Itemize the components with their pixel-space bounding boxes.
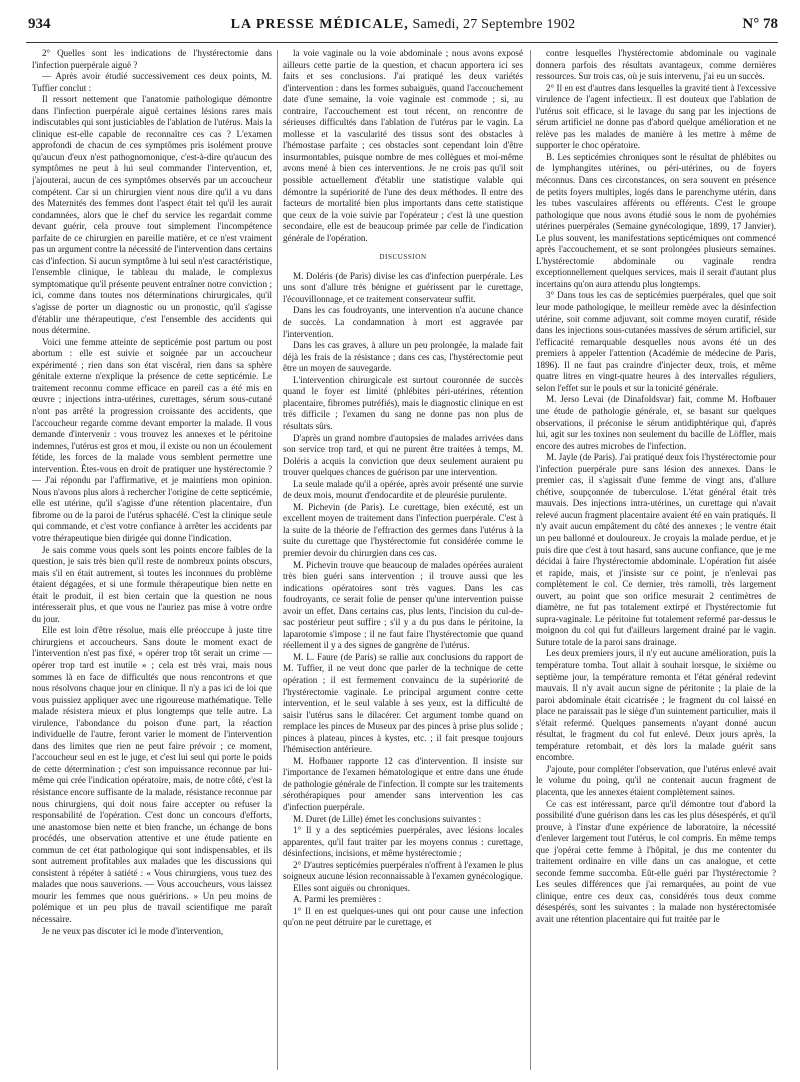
paragraph: M. Doléris (de Paris) divise les cas d'infection puerpérale. Les uns sont d'allure très bénigne et guérissent par le curettage, l'écouvillonnage, et ce traitement conservateur suffit.: [283, 270, 523, 304]
paragraph: Elles sont aiguës ou chroniques.: [293, 882, 410, 893]
section-heading-discussion: DISCUSSION: [379, 253, 427, 262]
paragraph: M. Hofbauer rapporte 12 cas d'intervention. Il insiste sur l'importance de l'examen hématologique et entre dans une étude de pathologie générale de l'infection. Il compte sur les traitements sérothérapiques pour amender sans intervention les cas d'infection puerpérale.: [283, 755, 523, 812]
column-2: [283, 48, 523, 1078]
paragraph: — Après avoir étudié successivement ces deux points, M. Tuffier conclut :: [32, 71, 272, 93]
column-3: [536, 48, 776, 1078]
paragraph: Je sais comme vous quels sont les points encore faibles de la question, je sais très bien qu'il reste de nombreux points obscurs, mais s'il en était autrement, si toutes les inconnues du problème étaient dégagées, et si une formule thérapeutique bien nette en était le produit, il est bien certain que la question ne nous intéresserait plus, et que vous ne l'auriez pas mise à votre ordre du jour.: [32, 544, 272, 624]
paragraph: 1° Il en est quelques-unes qui ont pour cause une infection qu'on ne peut détruire par le curettage, et: [283, 905, 523, 928]
paragraph: 2° Il en est d'autres dans lesquelles la gravité tient à l'excessive virulence de l'agent infectieux. Il est douteux que l'ablation de l'utérus soit efficace, si le lavage du sang par les injections de sérum artificiel ne donne pas d'abord quelque amélioration et ne relève pas les malades de manière à les mettre à même de supporter le choc opératoire.: [536, 82, 776, 151]
paragraph: Elle est loin d'être résolue, mais elle préoccupe à juste titre chirurgiens et accoucheurs. Sans doute le moment exact de l'intervention n'est pas fixé, « opérer trop tôt serait un crime — opérer trop tard est inutile » ; cela est très vrai, mais nous sommes là en face de difficultés que nous rencontrons et que nous résolvons chaque jour en clinique. Il n'y a pas ici de loi que vous puissiez appliquer avec une rigoureuse mathématique. Telle malade résistera mieux et plus longtemps que telle autre. La virulence, l'abondance du poison d'une part, la réaction individuelle de l'autre, feront varier le moment de l'intervention dans des limites que rien ne peut faire prévoir ; ce moment, l'accoucheur seul en est le juge, et c'est lui seul qui porte le poids de cette détermination ; c'est son impuissance reconnue par lui-même qui crée l'indication opératoire, mais, de notre côté, c'est la résistance encore suffisante de la malade, résistance reconnue par nous chirurgiens, qui doit nous faire accepter ou refuser la responsabilité de l'opération. C'est donc un concours d'efforts, une anastomose bien nette et bien franche, un échange de bons procédés, une observation attentive et une étude patiente en commun de cet état pathologique qui sont indispensables, et ils sont autrement profitables aux malades que les discussions qui consistent à répéter à satiété : « Vous chirurgiens, vous tuez des malades que nous sauverions. — Vous accoucheurs, vous laissez mourir les femmes que nous guéririons. » Un peu moins de polémique et un peu plus de travail scientifique me paraît nécessaire.: [32, 625, 272, 925]
paragraph: M. Jayle (de Paris). J'ai pratiqué deux fois l'hystérectomie pour l'infection puerpérale pure sans lésion des annexes. Dans le premier cas, il s'agissait d'une femme de vingt ans, d'allure chétive, soupçonnée de tuberculose. L'état général était très mauvais. Des injections intra-utérines, un curettage qui n'avait relevé aucun fragment placentaire avaient été en vain pratiqués. Il n'y avait aucun empâtement du côté des annexes ; le ventre était un peu ballonné et douloureux. Je croyais la malade perdue, et je puis dire que c'est à tout hasard, sans aucune confiance, que je me décidai à faire l'hystérectomie abdominale. L'opération fut aisée et rapide, mais, et j'insiste sur ce point, je n'enlevai pas complètement le col. Ce dernier, très ramolli, très largement ouvert, au point que son orifice mesurait 2 centimètres de diamètre, ne fut pas totalement extirpé et l'hystérectomie fut supra-vaginale. Le péritoine fut totalement refermé par-dessus le moignon du col qui fut d'ailleurs largement drainé par le vagin. Suture totale de la paroi sans drainage.: [536, 452, 776, 647]
paragraph: Ce cas est intéressant, parce qu'il démontre tout d'abord la possibilité d'une guérison dans les cas les plus désespérés, et qu'il prouve, à l'instar d'une expérience de laboratoire, la nécessité d'enlever largement tout l'utérus, le col compris. En même temps que j'opérai cette femme à l'hôpital, je dus me contenter du traitement ordinaire en ville dans un cas analogue, et cette seconde femme succomba. Eût-elle guéri par l'hystérectomie ? Les seules différences que j'ai remarquées, au point de vue clinique, entre ces deux cas, considérés tous deux comme désespérés, sont les suivantes : la malade non hystérectomisée avait une rétention placentaire qui fut traitée par le: [536, 798, 776, 925]
column-divider: [530, 50, 531, 1070]
column-divider: [277, 50, 278, 1070]
column-1: [32, 48, 272, 1078]
paragraph: M. Duret (de Lille) émet les conclusions suivantes :: [293, 813, 482, 824]
paragraph: 2° Quelles sont les indications de l'hystérectomie dans l'infection puerpérale aiguë ?: [32, 48, 272, 70]
paragraph: L'intervention chirurgicale est surtout couronnée de succès quand le foyer est limité (phlébites péri-utérines, rétention placentaire, fibromes putréfiés), mais le diagnostic clinique en est très difficile ; l'examen du sang ne donne pas non plus de résultats sûrs.: [283, 374, 523, 431]
paragraph: 2° D'autres septicémies puerpérales n'offrent à l'examen le plus soigneux aucune lésion reconnaissable à l'examen gynécologique.: [283, 859, 523, 882]
paragraph: M. L. Faure (de Paris) se rallie aux conclusions du rapport de M. Tuffier, il ne veut donc que parler de la technique de cette opération ; il est fermement convaincu de la supériorité de l'hystérectomie vaginale. Le principal argument contre cette intervention, et le seul valable à ses yeux, est la difficulté de saisir l'utérus sans le dilacérer. Cet argument tombe quand on remplace les pinces de Museux par des pinces à prise plus solide ; pinces à plateau, pinces à kystes, etc. ; il fait presque toujours l'hémisection antérieure.: [283, 651, 523, 755]
paragraph: contre lesquelles l'hystérectomie abdominale ou vaginale donnera parfois des résultats avantageux, comme dernières ressources. Sur trois cas, où je suis intervenu, j'ai eu un succès.: [536, 48, 776, 82]
paragraph: Voici une femme atteinte de septicémie post partum ou post abortum : elle est suivie et soignée par un accoucheur expérimenté ; rien dans son état viscéral, rien dans sa sphère génitale externe n'explique la présence de cette septicémie. Le traitement reconnu comme efficace en pareil cas a été mis en œuvre ; injections intra-utérines, curettages, sérum sous-cutané n'ont pas arrêté la progression croissante des accidents, que l'accoucheur regarde comme devant emporter la malade. Il vous demande d'intervenir : vous trouvez les annexes et le péritoine indemnes, l'utérus est gros et mou, il existe ou non un écoulement fétide, les forces de la malade vous semblent permettre une intervention. Êtes-vous en droit de pratiquer une hystérectomie ? — J'ai répondu par l'affirmative, et je maintiens mon opinion. Nous n'avons plus alors à rechercher l'origine de cette septicémie, elle est utérine, qu'il s'agisse d'une rétention placentaire, d'un fibrome ou de la paroi de l'utérus sphacélé. C'est la clinique seule qui commande, et c'est votre confiance à arrêter les accidents par votre thérapeutique bien dirigée qui donne l'indication.: [32, 336, 272, 543]
paragraph: 1° Il y a des septicémies puerpérales, avec lésions locales apparentes, qu'il faut traiter par les moyens connus : curettage, désinfections, incisions, et même hystérectomie ;: [283, 825, 523, 859]
paragraph: Dans les cas foudroyants, une intervention n'a aucune chance de succès. La condamnation à mort est aggravée par l'intervention.: [283, 305, 523, 339]
paragraph: 3° Dans tous les cas de septicémies puerpérales, quel que soit leur mode pathologique, le meilleur remède avec la désinfection utérine, soit comme adjuvant, soit comme moyen curatif, réside dans les injections sous-cutanées massives de sérum artificiel, sur l'efficacité remarquable desquelles nous avons été un des premiers à appeler l'attention (Académie de médecine de Paris, 1896). Il ne faut pas craindre d'injecter deux, trois, et même quatre litres en vingt-quatre heures à des intervalles réguliers, selon l'effet sur le pouls et sur la tonicité générale.: [536, 290, 776, 393]
journal-name: LA PRESSE MÉDICALE,: [230, 17, 409, 32]
paragraph: Je ne veux pas discuter ici le mode d'intervention,: [42, 925, 224, 936]
paragraph: A. Parmi les premières :: [293, 894, 382, 905]
issue-number: N° 78: [742, 16, 778, 32]
page-header: [28, 16, 778, 40]
paragraph: Les deux premiers jours, il n'y eut aucune amélioration, puis la température tomba. Tout allait à souhait lorsque, le sixième ou septième jour, la température remonta et l'état général redevint mauvais. Il n'y avait aucun signe de péritonite ; la plaie de la paroi abdominale était cicatrisée ; le fragment du col laissé en place ne paraissait pas le siège d'un suintement particulier, mais il s'était refermé. Quelques pansements n'ayant donné aucun résultat, le fragment du col fut enlevé. Deux jours après, la température retombait, et dès lors la malade guérit sans encombre.: [536, 648, 776, 763]
header-rule: [26, 42, 778, 43]
paragraph: La seule malade qu'il a opérée, après avoir présenté une survie de deux mois, mourut d'endocardite et de pleurésie purulente.: [283, 478, 523, 501]
paragraph: Il ressort nettement que l'anatomie pathologique démontre dans l'infection puerpérale aiguë certaines lésions rares mais indiscutables qui sont justiciables de l'ablation de l'utérus. Mais la clinique est-elle capable de reconnaître ces cas ? L'examen approfondi de chacun de ces symptômes pris isolément prouve qu'aucun d'eux n'est pathognomonique, c'est-à-dire qu'aucun des symptômes ne peut à lui seul commander l'intervention, et, j'ajouterai, aucun de ces symptômes observés par un accoucheur compétent. Car si un chirurgien vient nous dire qu'il a vu dans des Maternités des femmes dont l'aspect était tel qu'il les aurait condamnées, alors que le chef du service les regardait comme devant guérir, cela prouve tout simplement l'incompétence parfaite de ce chirurgien en pareille matière, et ce n'est vraiment pas un argument contre la nécessité de l'intervention dans certains cas d'infection. Si aucun symptôme à lui seul n'est caractéristique, l'ensemble clinique, le tableau du malade, le complexus symptomatique qu'il présente peuvent entraîner notre conviction ; ici, comme dans toutes nos déterminations chirurgicales, qu'il s'agisse de porter un diagnostic ou un pronostic, qu'il s'agisse d'établir une thérapeutique, c'est l'ensemble des accidents qui nous détermine.: [32, 94, 272, 336]
paragraph: M. Jerso Levai (de Dinafoldsvar) fait, comme M. Hofbauer une étude de pathologie générale, et, se basant sur quelques observations, il préconise le sérum antidiphtérique qui, d'après lui, agit sur les toxines non seulement du bacille de Löffler, mais encore des autres microbes de l'infection.: [536, 394, 776, 451]
issue-date: Samedi, 27 Septembre 1902: [412, 17, 576, 32]
paragraph: M. Pichevin (de Paris). Le curettage, bien exécuté, est un excellent moyen de traitement dans l'infection puerpérale. C'est à la suite de la théorie de l'effraction des germes dans l'utérus à la suite du curettage que l'hystérectomie fut considérée comme le premier devoir du chirurgien dans ces cas.: [283, 501, 523, 558]
paragraph: D'après un grand nombre d'autopsies de malades arrivées dans son service trop tard, et qui ne purent être traitées à temps, M. Doléris a acquis la conviction que deux seulement auraient pu trouver quelques chances de guérison par une intervention.: [283, 432, 523, 478]
page-number: 934: [28, 16, 51, 32]
paragraph: la voie vaginale ou la voie abdominale ; nous avons exposé ailleurs cette partie de la question, et chacun apportera ici ses faits et ses conclusions. J'ai pratiqué les deux variétés d'intervention : dans les formes subaiguës, quand l'accouchement date d'une semaine, la voie vaginale est commode ; si, au contraire, l'accouchement est tout récent, on rencontre de sérieuses difficultés dans l'ablation de l'utérus par le vagin. La mollesse et la vascularité des tissus sont des obstacles à l'hémostase parfaite ; ces obstacles sont cependant loin d'être insurmontables, puisque nombre de mes collègues et moi-même avons mené à bien ces interventions. Je ne crois pas qu'il soit possible actuellement d'établir une statistique valable qui démontre la supériorité de l'une des deux méthodes. Il entre des facteurs de mortalité bien plus importants dans cette statistique que ceux de la voie suivie par l'opérateur ; c'est là une question secondaire, elle est de beaucoup primée par celle de l'indication générale de l'opération.: [283, 48, 523, 243]
paragraph: J'ajoute, pour compléter l'observation, que l'utérus enlevé avait le volume du poing, qu'il ne contenait aucun fragment de placenta, que les annexes étaient complètement saines.: [536, 763, 776, 797]
paragraph: Dans les cas graves, à allure un peu prolongée, la malade fait déjà les frais de la résistance ; dans ces cas, l'hystérectomie peut être un moyen de sauvegarde.: [283, 340, 523, 374]
running-title: [28, 17, 778, 33]
paragraph: M. Pichevin trouve que beaucoup de malades opérées auraient très bien guéri sans intervention ; il trouve aussi que les indications opératoires sont très vagues. Dans les cas foudroyants, ce serait folie de penser qu'une intervention puisse avoir un effet. Dans certains cas, plus lents, l'incision du cul-de-sac postérieur peut suffire ; s'il y a du pus dans le péritoine, la laparotomie s'impose ; il ne faut faire l'hystérectomie que quand réellement il y a des signes de gangrène de l'utérus.: [283, 559, 523, 651]
paragraph: B. Les septicémies chroniques sont le résultat de phlébites ou de lymphangites utérines, ou péri-utérines, ou de foyers méconnus. Dans ces circonstances, on sera souvent en présence de petits foyers multiples, logés dans le parenchyme utérin, dans les tubes vasculaires afférents ou efférents. C'est le groupe pathologique que nous avons étudié sous le nom de pyohémies utérines puerpérales (Semaine gynécologique, 1899, 17 Janvier). Le plus souvent, les manifestations septicémiques ont commencé après l'accouchement, et se sont prolongées plusieurs semaines. L'hystérectomie abdominale ou vaginale rendra exceptionnellement quelques services, mais il serait d'autant plus incertains qu'on aura attendu plus longtemps.: [536, 151, 776, 289]
